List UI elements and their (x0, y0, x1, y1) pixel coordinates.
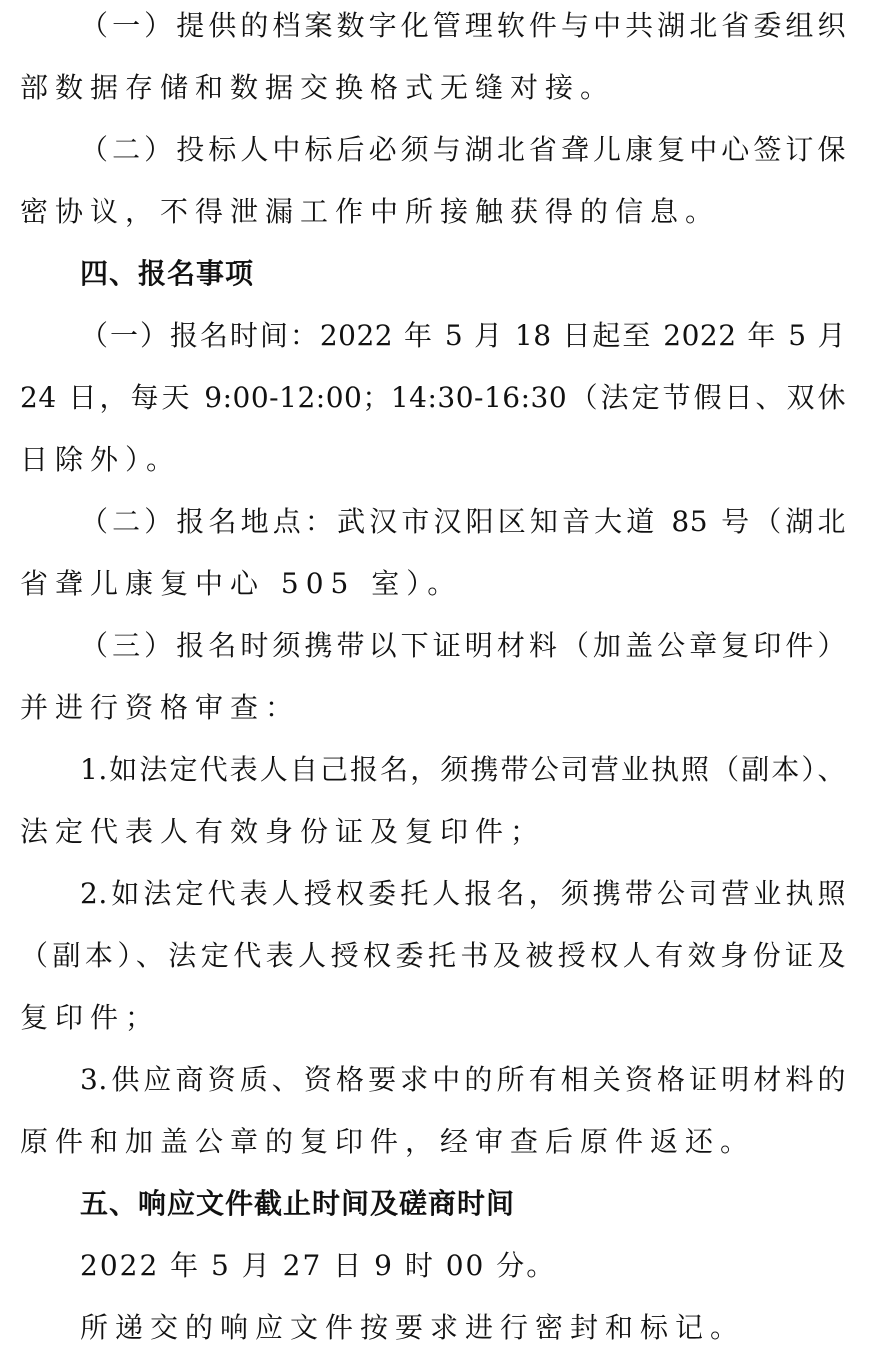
paragraph-line: （副本）、法定代表人授权委托书及被授权人有效身份证及 (20, 939, 846, 972)
paragraph-line: 复印件； (20, 1001, 161, 1034)
paragraph-line: 部数据存储和数据交换格式无缝对接。 (20, 71, 616, 104)
paragraph-line: 24 日，每天 9:00-12:00；14:30-16:30（法定节假日、双休 (20, 381, 846, 414)
paragraph-line: 所递交的响应文件按要求进行密封和标记。 (80, 1311, 746, 1344)
paragraph-line: 并进行资格审查： (20, 691, 301, 724)
paragraph-line: （三）报名时须携带以下证明材料（加盖公章复印件） (80, 629, 846, 662)
paragraph-line: 1.如法定代表人自己报名，须携带公司营业执照（副本）、 (80, 753, 846, 786)
paragraph-line: （一）报名时间：2022 年 5 月 18 日起至 2022 年 5 月 (80, 319, 846, 352)
paragraph-line: 密协议，不得泄漏工作中所接触获得的信息。 (20, 195, 721, 228)
section-heading: 五、响应文件截止时间及磋商时间 (80, 1187, 516, 1220)
paragraph-line: 2.如法定代表人授权委托人报名，须携带公司营业执照 (80, 877, 846, 910)
paragraph-line: 法定代表人有效身份证及复印件； (20, 815, 546, 848)
paragraph-line: （二）投标人中标后必须与湖北省聋儿康复中心签订保 (80, 133, 846, 166)
paragraph-line: （二）报名地点：武汉市汉阳区知音大道 85 号（湖北 (80, 505, 846, 538)
paragraph-line: 省聋儿康复中心 505 室）。 (20, 567, 463, 600)
paragraph-line: 日除外）。 (20, 443, 182, 476)
paragraph-line: 3.供应商资质、资格要求中的所有相关资格证明材料的 (80, 1063, 846, 1096)
paragraph-line: （一）提供的档案数字化管理软件与中共湖北省委组织 (80, 9, 846, 42)
section-heading: 四、报名事项 (80, 257, 255, 290)
paragraph-line: 原件和加盖公章的复印件，经审查后原件返还。 (20, 1125, 756, 1158)
paragraph-line: 2022 年 5 月 27 日 9 时 00 分。 (80, 1249, 557, 1282)
